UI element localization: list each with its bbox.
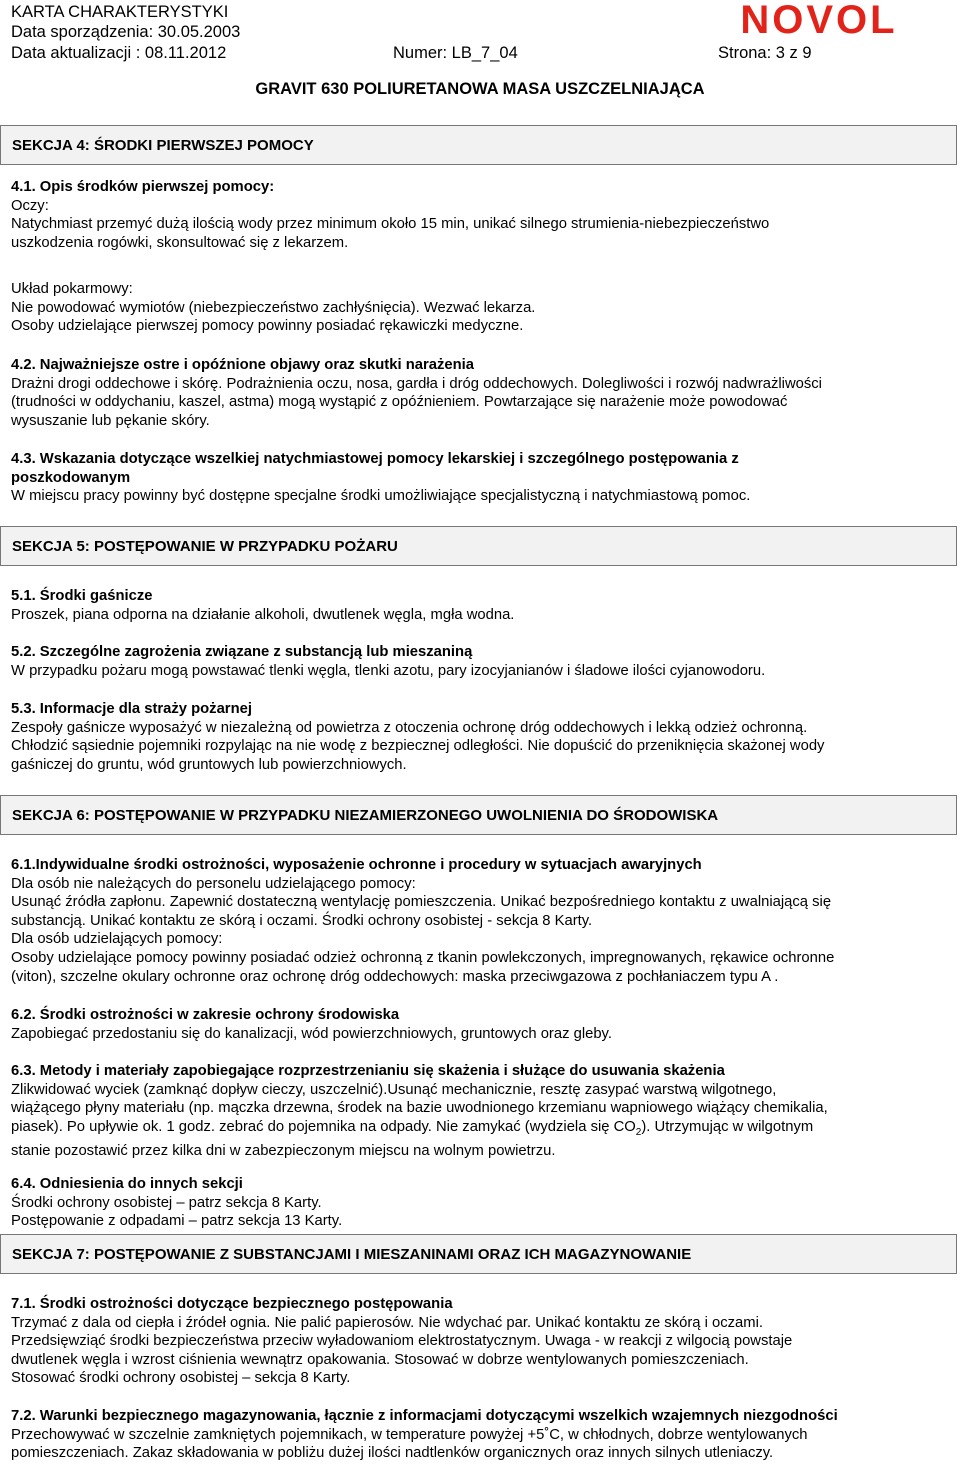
section-6-4 [11, 1175, 941, 1231]
section-7-2 [11, 1407, 941, 1463]
symptoms-text-2: (trudności w oddychaniu, kaszel, astma) mogą wystąpić z opóźnieniem. Powtarzające się narażenie może powodować [11, 394, 788, 411]
product-name: GRAVIT 630 POLIURETANOWA MASA USZCZELNIAJĄCA [255, 80, 705, 98]
heading-6-1: 6.1.Indywidualne środki ostrożności, wyposażenie ochronne i procedury w sytuacjach awaryjnych [11, 857, 702, 873]
section-6-1 [11, 856, 941, 986]
digestive-block [11, 280, 941, 336]
doc-title: KARTA CHARAKTERYSTYKI [11, 3, 229, 21]
section-6-title: SEKCJA 6: POSTĘPOWANIE W PRZYPADKU NIEZAMIERZONEGO UWOLNIENIA DO ŚRODOWISKA [12, 806, 719, 824]
section-4-3 [11, 450, 941, 506]
reference-text-2: Postępowanie z odpadami – patrz sekcja 13 Karty. [11, 1213, 343, 1230]
digestive-label: Układ pokarmowy: [11, 281, 133, 297]
handling-text-1: Trzymać z dala od ciepła i źródeł ognia. Nie palić papierosów. Nie wdychać par. Unikać kontaktu ze skórą i oczami. [11, 1314, 763, 1331]
symptoms-text-3: wysuszanie lub pękanie skóry. [11, 412, 210, 429]
section-4-title: SEKCJA 4: ŚRODKI PIERWSZEJ POMOCY [12, 136, 314, 154]
section-7-title: SEKCJA 7: POSTĘPOWANIE Z SUBSTANCJAMI I MIESZANINAMI ORAZ ICH MAGAZYNOWANIE [12, 1245, 692, 1263]
heading-4-3-line-1: 4.3. Wskazania dotyczące wszelkiej natychmiastowej pomocy lekarskiej i szczególnego postępowania z [11, 451, 739, 467]
heading-4-1: 4.1. Opis środków pierwszej pomocy: [11, 179, 275, 195]
cleanup-text-1: Zlikwidować wyciek (zamknąć dopływ cieczy, uszczelnić).Usunąć mechanicznie, resztę zasypać warstwą wilgotnego, [11, 1081, 777, 1098]
cleanup-text-3b: ). Utrzymując w wilgotnym [641, 1118, 814, 1135]
section-6-3 [11, 1062, 941, 1161]
section-5-title: SEKCJA 5: POSTĘPOWANIE W PRZYPADKU POŻARU [12, 537, 398, 555]
heading-7-1: 7.1. Środki ostrożności dotyczące bezpiecznego postępowania [11, 1296, 453, 1312]
eyes-text-2: uszkodzenia rogówki, skonsultować się z lekarzem. [11, 234, 349, 251]
heading-7-2: 7.2. Warunki bezpiecznego magazynowania, łącznie z informacjami dotyczącymi wszelkich wzajemnych niezgodności [11, 1408, 838, 1424]
heading-5-3: 5.3. Informacje dla straży pożarnej [11, 701, 252, 717]
section-4-body [11, 178, 941, 252]
handling-text-3: dwutlenek węgla i wzrost ciśnienia wewnątrz opakowania. Stosować w dobrze wentylowanych pomieszczeniach. [11, 1351, 749, 1368]
handling-text-2: Przedsięwziąć środki bezpieczeństwa przeciw wyładowaniom elektrostatycznym. Uwaga - w reakcji z wilgocią powstaje [11, 1333, 793, 1350]
doc-number: Numer: LB_7_04 [393, 44, 518, 62]
section-7-header [0, 1234, 957, 1274]
co2-subscript: 2 [635, 1126, 642, 1138]
firefighters-text-3: gaśniczej do gruntu, wód gruntowych lub powierzchniowych. [11, 756, 407, 773]
page-number: Strona: 3 z 9 [718, 44, 812, 62]
eyes-text-1: Natychmiast przemyć dużą ilością wody przez minimum około 15 min, unikać silnego strumienia-niebezpieczeństwo [11, 216, 770, 233]
digestive-text-1: Nie powodować wymiotów (niebezpieczeństwo zachłyśnięcia). Wezwać lekarza. [11, 299, 536, 316]
section-5-3 [11, 700, 941, 774]
heading-5-1: 5.1. Środki gaśnicze [11, 588, 153, 604]
firefighters-text-1: Zespoły gaśnicze wyposażyć w niezależną od powietrza z otoczenia ochronę dróg oddechowych i lekką odzież ochronną. [11, 719, 808, 736]
section-6-2 [11, 1006, 941, 1043]
eyes-label: Oczy: [11, 197, 49, 214]
novol-logo [708, 0, 930, 40]
created-date: Data sporządzenia: 30.05.2003 [11, 23, 241, 41]
storage-text-1: Przechowywać w szczelnie zamkniętych pojemnikach, w temperature powyżej +5˚C, w chłodnych, dobrze wentylowanych [11, 1426, 808, 1443]
responders-label: Dla osób udzielających pomocy: [11, 931, 223, 948]
logo-text: NOVOL [740, 0, 898, 40]
responders-text-2: (viton), szczelne okulary ochronne oraz ochronę dróg oddechowych: maska przeciwgazowa z pochłaniaczem typu A . [11, 968, 779, 985]
section-5-1 [11, 587, 941, 624]
symptoms-text-1: Drażni drogi oddechowe i skórę. Podrażnienia oczu, nosa, gardła i dróg oddechowych. Dolegliwości i rozwój nadwrażliwości [11, 375, 822, 392]
digestive-text-2: Osoby udzielające pierwszej pomocy powinny posiadać rękawiczki medyczne. [11, 318, 524, 335]
reference-text-1: Środki ochrony osobistej – patrz sekcja 8 Karty. [11, 1194, 322, 1211]
section-5-2 [11, 643, 941, 680]
hazards-text: W przypadku pożaru mogą powstawać tlenki węgla, tlenki azotu, pary izocyjanianów i śladowe ilości cyjanowodoru. [11, 662, 766, 679]
cleanup-text-2: wiążącego płyny materiału (np. mączka drzewna, środek na bazie uwodnionego krzemianu wapniowego wiążący chemikalia, [11, 1100, 828, 1117]
heading-6-4: 6.4. Odniesienia do innych sekcji [11, 1176, 243, 1192]
section-5-header [0, 526, 957, 566]
medical-text: W miejscu pracy powinny być dostępne specjalne środki umożliwiające specjalistyczną i natychmiastową pomoc. [11, 488, 751, 505]
heading-6-2: 6.2. Środki ostrożności w zakresie ochrony środowiska [11, 1007, 400, 1023]
section-4-2 [11, 356, 941, 430]
heading-5-2: 5.2. Szczególne zagrożenia związane z substancją lub mieszaniną [11, 644, 473, 660]
responders-text-1: Osoby udzielające pomocy powinny posiadać odzież ochronną z tkanin powlekczonych, impregnowanych, rękawice ochronne [11, 949, 835, 966]
cleanup-text-3 [11, 1118, 941, 1143]
heading-4-3-line-2: poszkodowanym [11, 469, 131, 486]
firefighters-text-2: Chłodzić sąsiednie pojemniki rozpylając na nie wodę z bezpiecznej odległości. Nie dopuścić do przeniknięcia skażonej wody [11, 738, 825, 755]
section-6-header [0, 795, 957, 835]
precautions-text-2: substancją. Unikać kontaktu ze skórą i oczami. Środki ochrony osobistej - sekcja 8 Karty. [11, 912, 593, 929]
heading-4-2: 4.2. Najważniejsze ostre i opóźnione objawy oraz skutki narażenia [11, 357, 474, 373]
non-emergency-label: Dla osób nie należących do personelu udzielającego pomocy: [11, 875, 416, 892]
storage-text-2: pomieszczeniach. Zakaz składowania w pobliżu dużej ilości nadtlenków organicznych oraz innych silnych utleniaczy. [11, 1445, 774, 1462]
updated-date: Data aktualizacji : 08.11.2012 [11, 44, 227, 62]
cleanup-text-3a: piasek). Po upływie ok. 1 godz. zebrać do pojemnika na odpady. Nie zamykać (wydziela się CO [11, 1118, 636, 1135]
cleanup-text-4: stanie pozostawić przez kilka dni w zabezpieczonym miejscu na wolnym powietrzu. [11, 1143, 556, 1160]
heading-6-3: 6.3. Metody i materiały zapobiegające rozprzestrzenianiu się skażenia i służące do usuwania skażenia [11, 1063, 725, 1079]
precautions-text-1: Usunąć źródła zapłonu. Zapewnić dostateczną wentylację pomieszczenia. Unikać bezpośredniego kontaktu z uwalniającą się [11, 894, 832, 911]
section-7-1 [11, 1295, 941, 1388]
environment-text: Zapobiegać przedostaniu się do kanalizacji, wód powierzchniowych, gruntowych oraz gleby. [11, 1025, 612, 1042]
extinguishing-text: Proszek, piana odporna na działanie alkoholi, dwutlenek węgla, mgła wodna. [11, 606, 515, 623]
handling-text-4: Stosować środki ochrony osobistej – sekcja 8 Karty. [11, 1370, 351, 1387]
section-4-header [0, 125, 957, 165]
